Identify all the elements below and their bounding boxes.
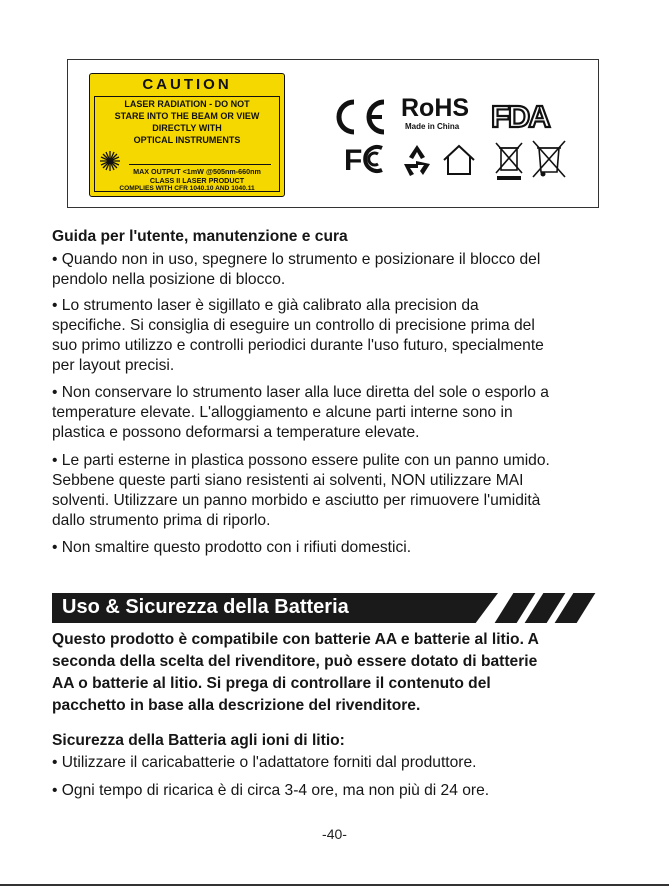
care-p2-line2: specifiche. Si consiglia di eseguire un controllo di precisione prima del: [52, 317, 535, 334]
care-p3-line3: plastica e possono deformarsi a temperature elevate.: [52, 424, 420, 441]
weee-wheelie-bin-icon: [530, 138, 568, 180]
indoor-use-house-icon: [441, 143, 477, 177]
caution-line-3: DIRECTLY WITH: [152, 123, 222, 133]
caution-line-4: OPTICAL INSTRUMENTS: [133, 135, 241, 145]
fcc-logo-icon: [344, 142, 388, 176]
battery-intro-line4: pacchetto in base alla descrizione del rivenditore.: [52, 697, 421, 714]
svg-text:F: F: [344, 144, 363, 176]
caution-spec-3: COMPLIES WITH CFR 1040.10 AND 1040.11: [119, 185, 255, 192]
care-p4-line4: dallo strumento prima di riporlo.: [52, 512, 271, 529]
certification-panel: [67, 59, 599, 208]
care-p4-line2: Sebbene queste parti siano resistenti ai solventi, NON utilizzare MAI: [52, 472, 524, 489]
care-p2-line1: • Lo strumento laser è sigillato e già calibrato alla precision da: [52, 297, 479, 314]
li-ion-bullet-2: • Ogni tempo di ricarica è di circa 3-4 ore, ma non più di 24 ore.: [52, 782, 490, 799]
rohs-made-in-china: Made in China: [405, 122, 460, 131]
li-ion-subheading: Sicurezza della Batteria agli ioni di litio:: [52, 732, 345, 749]
care-p3-line1: • Non conservare lo strumento laser alla luce diretta del sole o esporlo a: [52, 384, 549, 401]
li-ion-bullet-1: • Utilizzare il caricabatterie o l'adattatore forniti dal produttore.: [52, 754, 477, 771]
care-p2-line3: suo primo utilizzo e controlli periodici durante l'uso futuro, specialmente: [52, 337, 544, 354]
recycle-icon: [399, 142, 435, 178]
care-p3-line2: temperature elevate. L'alloggiamento e alcune parti interne sono in: [52, 404, 513, 421]
battery-intro-line1: Questo prodotto è compatibile con batterie AA e batterie al litio. A: [52, 631, 539, 648]
rohs-mark: RoHS: [401, 94, 470, 122]
laser-caution-label: [89, 73, 285, 197]
caution-spec-1: MAX OUTPUT <1mW @505nm-660nm: [133, 167, 261, 176]
care-p4-line3: solventi. Utilizzare un panno morbido e asciutto per rimuovere l'umidità: [52, 492, 541, 509]
bottom-rule: [0, 884, 669, 886]
battery-intro-line3: AA o batterie al litio. Si prega di controllare il contenuto del: [52, 675, 491, 692]
care-p5-line1: • Non smaltire questo prodotto con i rifiuti domestici.: [52, 539, 412, 556]
caution-title: CAUTION: [142, 76, 232, 93]
svg-text:FDA: FDA: [491, 100, 549, 132]
battery-section-banner: [52, 593, 632, 623]
caution-divider: [129, 164, 271, 165]
battery-section-title: Uso & Sicurezza della Batteria: [62, 596, 349, 618]
care-p4-line1: • Le parti esterne in plastica possono essere pulite con un panno umido.: [52, 452, 550, 469]
battery-intro-line2: seconda della scelta del rivenditore, può essere dotato di batterie: [52, 653, 538, 670]
caution-spec-2: CLASS II LASER PRODUCT: [149, 176, 245, 185]
ce-mark-icon: [330, 98, 390, 136]
care-p2-line4: per layout precisi.: [52, 357, 175, 374]
fda-logo-icon: [491, 100, 579, 132]
caution-line-1: LASER RADIATION - DO NOT: [124, 99, 250, 109]
weee-bin-icon: [493, 140, 525, 182]
page-number: -40-: [322, 826, 347, 842]
care-p1-line1: • Quando non in uso, spegnere lo strumento e posizionare il blocco del: [52, 251, 541, 268]
caution-line-2: STARE INTO THE BEAM OR VIEW: [114, 111, 260, 121]
care-p1-line2: pendolo nella posizione di blocco.: [52, 271, 286, 288]
care-guide-heading: Guida per l'utente, manutenzione e cura: [52, 228, 348, 245]
caution-inner-frame: [94, 96, 280, 192]
